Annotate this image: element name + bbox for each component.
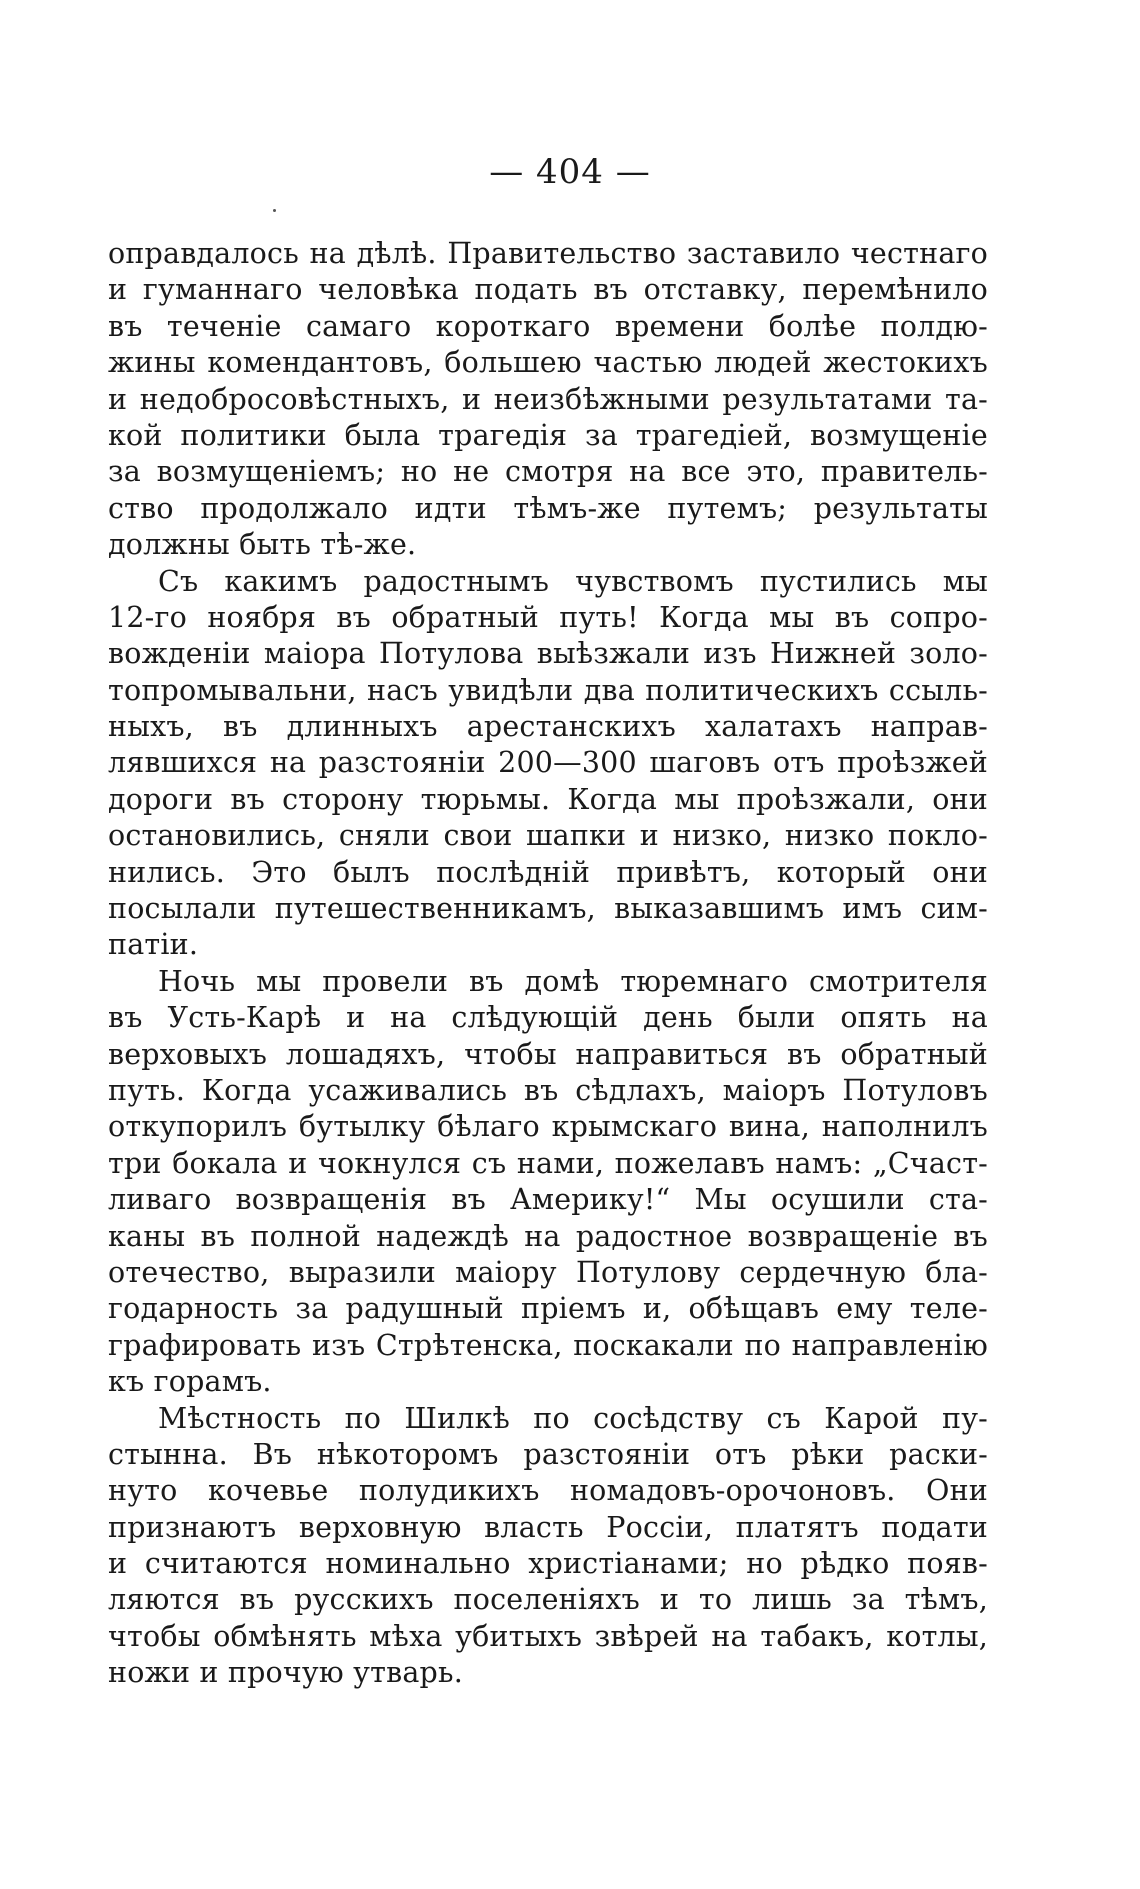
text-line: Съ какимъ радостнымъ чувствомъ пустились мы — [158, 564, 988, 598]
text-line: патіи. — [108, 928, 199, 962]
text-line: топромывальни, насъ увидѣли два политическихъ ссыль- — [108, 673, 988, 707]
text-line: ливаго возвращенія въ Америку!“ Мы осушили ста- — [108, 1183, 988, 1217]
text-line: дороги въ сторону тюрьмы. Когда мы проѣзжали, они — [108, 782, 988, 816]
text-line: три бокала и чокнулся съ нами, пожелавъ намъ: „Счаст- — [108, 1146, 988, 1180]
text-line: 12-го ноября въ обратный путь! Когда мы въ сопро- — [108, 600, 988, 634]
text-line: Ночь мы провели въ домѣ тюремнаго смотрителя — [158, 964, 988, 998]
paragraph — [108, 1401, 988, 1692]
paragraph — [108, 964, 988, 1401]
text-line: верховыхъ лошадяхъ, чтобы направиться въ обратный — [108, 1037, 988, 1071]
text-line: графировать изъ Стрѣтенска, поскакали по направленію — [108, 1328, 988, 1362]
text-line: должны быть тѣ-же. — [108, 528, 417, 562]
paragraph — [108, 564, 988, 964]
text-line: къ горамъ. — [108, 1365, 272, 1399]
text-line: въ Усть-Карѣ и на слѣдующій день были опять на — [108, 1001, 988, 1035]
page-number: — 404 — — [489, 152, 651, 192]
text-line: стынна. Въ нѣкоторомъ разстояніи отъ рѣки раски- — [108, 1437, 988, 1471]
text-line: оправдалось на дѣлѣ. Правительство заставило честнаго — [108, 237, 988, 270]
text-line: и недобросовѣстныхъ, и неизбѣжными результатами та- — [108, 382, 988, 416]
text-line: нуто кочевье полудикихъ номадовъ-орочоновъ. Они — [108, 1474, 988, 1508]
text-line: ныхъ, въ длинныхъ арестанскихъ халатахъ направ- — [108, 710, 988, 744]
text-line: кой политики была трагедія за трагедіей, возмущеніе — [108, 418, 988, 452]
text-line: каны въ полной надеждѣ на радостное возвращеніе въ — [108, 1219, 988, 1253]
text-line: ляются въ русскихъ поселеніяхъ и то лишь за тѣмъ, — [108, 1583, 988, 1617]
text-line: за возмущеніемъ; но не смотря на все это, правитель- — [108, 455, 988, 489]
text-line: отечество, выразили маіору Потулову сердечную бла- — [108, 1255, 988, 1289]
text-line: нились. Это былъ послѣдній привѣтъ, который они — [108, 855, 988, 889]
text-line: жины комендантовъ, большею частью людей жестокихъ — [108, 346, 988, 380]
text-line: чтобы обмѣнять мѣха убитыхъ звѣрей на табакъ, котлы, — [108, 1619, 988, 1653]
text-line: откупорилъ бутылку бѣлаго крымскаго вина, наполнилъ — [108, 1110, 988, 1144]
text-line: остановились, сняли свои шапки и низко, низко покло- — [108, 819, 988, 853]
text-line: признаютъ верховную власть Россіи, платятъ подати — [108, 1510, 988, 1544]
text-line: путь. Когда усаживались въ сѣдлахъ, маіоръ Потуловъ — [108, 1073, 988, 1107]
text-line: въ теченіе самаго короткаго времени болѣе полдю- — [108, 309, 988, 343]
paragraph — [108, 236, 988, 564]
text-line: годарность за радушный пріемъ и, обѣщавъ ему теле- — [108, 1292, 988, 1326]
text-line: посылали путешественникамъ, выказавшимъ имъ сим- — [108, 892, 988, 926]
scan-speck — [273, 209, 276, 212]
text-line: вожденіи маіора Потулова выѣзжали изъ Нижней золо- — [108, 637, 988, 671]
text-line: Мѣстность по Шилкѣ по сосѣдству съ Карой пу- — [158, 1401, 988, 1435]
text-line: ство продолжало идти тѣмъ-же путемъ; результаты — [108, 491, 988, 525]
text-line: и гуманнаго человѣка подать въ отставку, перемѣнило — [108, 273, 988, 307]
text-line: лявшихся на разстояніи 200—300 шаговъ отъ проѣзжей — [108, 746, 988, 780]
body-text — [108, 236, 988, 1692]
text-line: и считаются номинально христіанами; но рѣдко появ- — [108, 1547, 988, 1581]
text-line: ножи и прочую утварь. — [108, 1656, 463, 1690]
